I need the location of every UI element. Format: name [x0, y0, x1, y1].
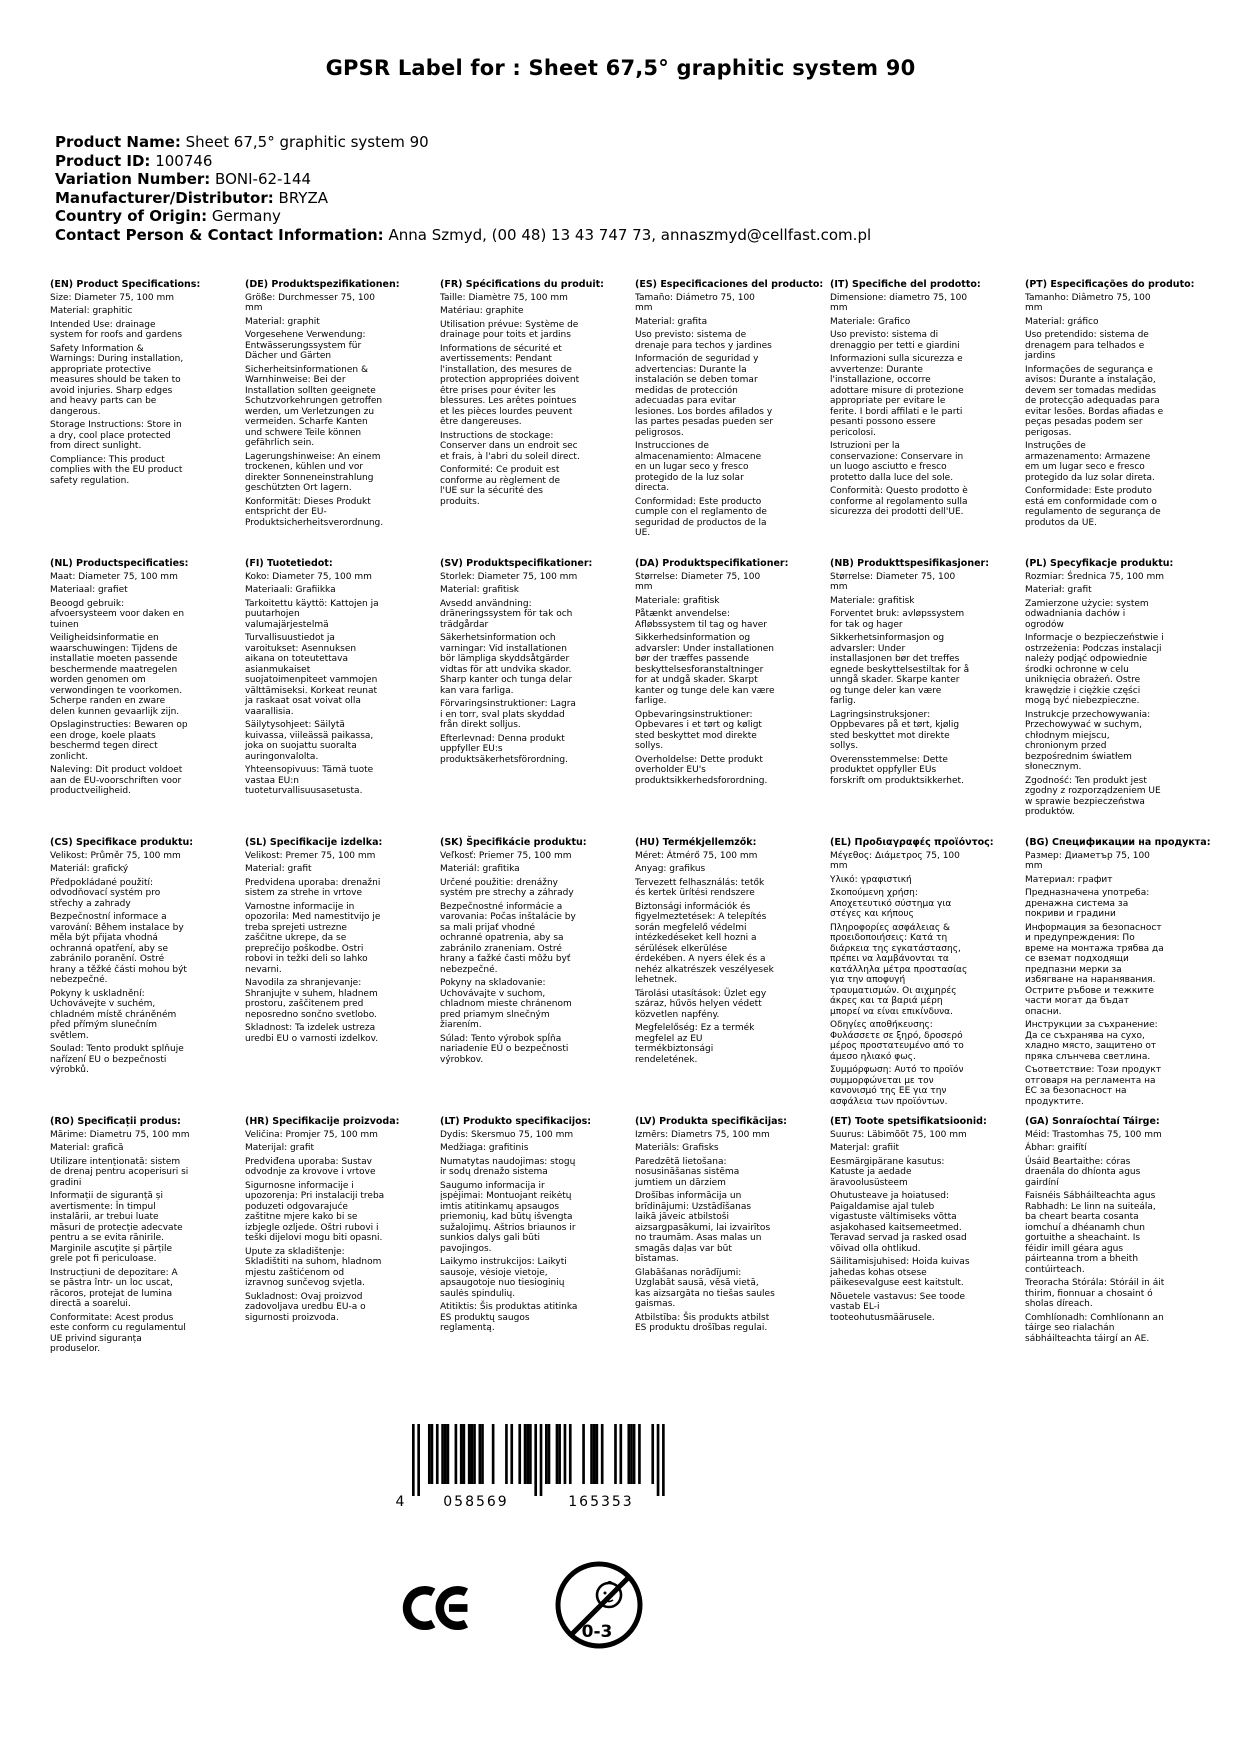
variation-number-row: [55, 170, 871, 189]
lang-block-hr: [245, 1116, 400, 1396]
lang-block-paragraph: Materiál: grafitika: [440, 864, 520, 874]
variation-number-label: Variation Number:: [55, 170, 211, 189]
lang-block-paragraph: Veiligheidsinformatie en waarschuwingen: Tijdens de installatie moeten passende beschermende maatregelen worden genomen om verwondingen te voorkomen. Scherpe randen en zware delen kunnen gevaarlijk zijn.: [50, 633, 183, 717]
lang-block-paragraph: Размер: Диаметър 75, 100 mm: [1025, 850, 1150, 871]
variation-number-value: BONI-62-144: [215, 170, 312, 189]
lang-block-paragraph: Biztonsági információk és figyelmeztetések: A telepítés során megfelelő védelmi intézkedéseket kell hozni a sérülések elkerülése érdekében. A nyers élek és a nehéz alkatrészek veszélyesek lehetnek.: [635, 901, 774, 985]
lang-block-paragraph: Velikost: Premer 75, 100 mm: [245, 850, 376, 861]
lang-block-paragraph: Instrukcje przechowywania: Przechowywać w suchym, chłodnym miejscu, chronionym przed bezpośrednim światłem słonecznym.: [1025, 709, 1151, 772]
lang-block-sl: [245, 838, 385, 1117]
lang-block-paragraph: Материал: графит: [1025, 874, 1113, 885]
lang-block-fi: [245, 559, 385, 838]
lang-block-paragraph: Nõuetele vastavus: See toode vastab EL-i tooteohutusmäärusele.: [830, 1291, 966, 1323]
lang-block-paragraph: Předpokládané použití: odvodňovací systém pro střechy a zahrady: [50, 877, 161, 909]
lang-block-paragraph: Materiál: grafický: [50, 864, 129, 874]
product-id-row: [55, 152, 871, 171]
lang-block-paragraph: Инструкции за съхранение: Да се съхранява на сухо, хладно място, защитено от пряка слънчева светлина.: [1025, 1020, 1158, 1062]
lang-block-paragraph: Eesmärgipärane kasutus: Katuste ja aedade äravoolusüsteem: [830, 1156, 945, 1188]
lang-block-da: [635, 558, 789, 838]
lang-block-sv: [440, 558, 593, 838]
lang-block-paragraph: Suurus: Läbimõõt 75, 100 mm: [830, 1129, 967, 1140]
lang-block-header: (EL) Προδιαγραφές προϊόντος:: [830, 837, 994, 848]
lang-block-paragraph: Uso pretendido: sistema de drenagem para telhados e jardins: [1025, 330, 1149, 361]
lang-block-paragraph: Efterlevnad: Denna produkt uppfyller EU:s produktsäkerhetsförordning.: [440, 733, 568, 765]
lang-block-paragraph: Dydis: Skersmuo 75, 100 mm: [440, 1129, 574, 1140]
lang-block-paragraph: Rozmiar: Średnica 75, 100 mm: [1025, 571, 1165, 582]
lang-block-paragraph: Συμμόρφωση: Αυτό το προϊόν συμμορφώνεται με τον κανονισμό της ΕΕ για την ασφάλεια των προϊόντων.: [830, 1065, 964, 1107]
barcode-right-digits: 165353: [568, 1494, 634, 1508]
lang-block-de: [245, 279, 400, 559]
lang-block-paragraph: Utilizare intenționată: sistem de drenaj pentru acoperisuri si gradini: [50, 1156, 189, 1188]
barcode-bars: [412, 1424, 665, 1496]
lang-block-paragraph: Súlad: Tento výrobok spĺňa nariadenie EÚ o bezpečnosti výrobkov.: [440, 1033, 569, 1065]
manufacturer-label: Manufacturer/Distributor:: [55, 188, 274, 207]
lang-block-paragraph: Ohutusteave ja hoiatused: Paigaldamise ajal tuleb vigastuste vältimiseks võtta asjakohased kaitsemeetmed. Teravad servad ja rasked osad võivad olla ohtlikud.: [830, 1191, 967, 1254]
lang-block-paragraph: Instrucțiuni de depozitare: A se păstra într- un loc uscat, răcoros, protejat de lumina directă a soarelui.: [50, 1267, 178, 1309]
lang-block-paragraph: Navodila za shranjevanje: Shranjujte v suhem, hladnem prostoru, zaščitenem pred neposredno sončno svetlobo.: [245, 978, 378, 1020]
lang-block-paragraph: Σκοπούμενη χρήση: Αποχετευτικό σύστημα για στέγες και κήπους: [830, 888, 952, 919]
lang-block-paragraph: Storlek: Diameter 75, 100 mm: [440, 571, 578, 582]
lang-block-nl: [50, 559, 190, 838]
lang-block-paragraph: Avsedd användning: dräneringssystem för tak och trädgårdar: [440, 598, 573, 630]
lang-block-header: (SL) Specifikacije izdelka:: [245, 837, 383, 848]
lang-block-header: (NL) Productspecificaties:: [50, 558, 189, 569]
lang-block-paragraph: Tamanho: Diâmetro 75, 100 mm: [1025, 292, 1151, 313]
lang-block-header: (RO) Specificații produs:: [50, 1116, 181, 1127]
lang-block-header: (HU) Termékjellemzők:: [635, 837, 757, 848]
lang-block-paragraph: Varnostne informacije in opozorila: Med namestitvijo je treba sprejeti ustrezne zaščitne ukrepe, da se preprečijo poškodbe. Ostri robovi in težki deli so lahko nevarni.: [245, 901, 381, 975]
lang-block-paragraph: Instruções de armazenamento: Armazene em um lugar seco e fresco protegido da luz solar direta.: [1025, 441, 1155, 483]
lang-block-paragraph: Größe: Durchmesser 75, 100 mm: [245, 292, 376, 313]
lang-block-paragraph: Opslaginstructies: Bewaren op een droge, koele plaats beschermd tegen direct zonlicht.: [50, 720, 188, 762]
lang-block-paragraph: Tamaño: Diámetro 75, 100 mm: [635, 292, 755, 313]
lang-block-paragraph: Material: grafit: [245, 864, 312, 874]
lang-block-paragraph: Yhteensopivuus: Tämä tuote vastaa EU:n tuoteturvallisuusasetusta.: [245, 765, 374, 796]
lang-block-header: (GA) Sonraíochtaí Táirge:: [1025, 1116, 1160, 1127]
lang-block-paragraph: Mărime: Diametru 75, 100 mm: [50, 1129, 190, 1140]
lang-block-header: (ET) Toote spetsifikatsioonid:: [830, 1116, 987, 1127]
product-id-value: 100746: [155, 151, 213, 170]
lang-block-paragraph: Zgodność: Ten produkt jest zgodny z rozporządzeniem UE w sprawie bezpieczeństwa produktów.: [1025, 775, 1161, 817]
language-blocks: [50, 279, 1211, 1396]
lang-block-paragraph: Dimensione: diametro 75, 100 mm: [830, 292, 968, 313]
lang-block-paragraph: Μέγεθος: Διάμετρος 75, 100 mm: [830, 850, 960, 871]
lang-block-cs: [50, 837, 194, 1117]
product-name-value: Sheet 67,5° graphitic system 90: [185, 133, 429, 151]
barcode-lead-digit: 4: [395, 1494, 405, 1508]
product-name-label: Product Name:: [55, 133, 181, 151]
lang-block-paragraph: Sicherheitsinformationen & Warnhinweise: Bei der Installation sollten geeignete Schutzvorkehrungen getroffen werden, um Verletzungen zu vermeiden. Scharfe Kanten und schwere Teile können gefährlich sein.: [245, 364, 383, 448]
lang-block-el: [830, 837, 994, 1117]
lang-block-paragraph: Opbevaringsinstruktioner: Opbevares i et tørt og køligt sted beskyttet mod direkte sollys.: [635, 709, 762, 751]
lang-block-paragraph: Pokyny na skladovanie: Uchovávajte v suchom, chladnom mieste chránenom pred priamym slnečným žiarením.: [440, 978, 572, 1030]
lang-block-lv: [635, 1116, 787, 1396]
lang-block-paragraph: Съответствие: Този продукт отговаря на регламента на ЕС за безопасност на продуктите.: [1025, 1065, 1162, 1107]
lang-block-es: [635, 279, 824, 559]
lang-block-paragraph: Förvaringsinstruktioner: Lagra i en torr, sval plats skyddad från direkt solljus.: [440, 699, 576, 730]
lang-block-paragraph: Safety Information & Warnings: During installation, appropriate protective measures should be taken to avoid injuries. Sharp edges and heavy parts can be dangerous.: [50, 343, 184, 417]
lang-block-paragraph: Overholdelse: Dette produkt overholder EU's produktsikkerhedsforordning.: [635, 754, 768, 786]
lang-block-paragraph: Méret: Átmérő 75, 100 mm: [635, 850, 758, 861]
lang-block-paragraph: Comhlíonadh: Comhlíonann an táirge seo rialachán sábháilteachta táirgí an AE.: [1025, 1312, 1164, 1344]
lang-block-paragraph: Material: grafică: [50, 1143, 124, 1153]
lang-block-paragraph: Glabāšanas norādījumi: Uzglabāt sausā, vēsā vietā, kas aizsargāta no tiešas saules gaismas.: [635, 1267, 775, 1309]
lang-block-paragraph: Tarkoitettu käyttö: Kattojen ja puutarhojen valumajärjestelmä: [245, 598, 379, 630]
lang-block-paragraph: Saugumo informacija ir įspėjimai: Montuojant reikėtų imtis atitinkamų apsaugos priemonių, kad būtų išvengta sužalojimų. Aštrios briaunos ir sunkios dalys gali būti pavojingos.: [440, 1180, 576, 1254]
lang-block-lt: [440, 1116, 592, 1396]
lang-block-paragraph: Compliance: This product complies with the EU product safety regulation.: [50, 454, 183, 486]
lang-block-paragraph: Conformità: Questo prodotto è conforme al regolamento sulla sicurezza dei prodotti dell'UE.: [830, 486, 968, 517]
lang-block-paragraph: Utilisation prévue: Système de drainage pour toits et jardins: [440, 319, 579, 340]
lang-block-header: (BG) Спецификации на продукта:: [1025, 837, 1211, 848]
lang-block-header: (ES) Especificaciones del producto:: [635, 279, 824, 290]
lang-block-ga: [1025, 1117, 1165, 1396]
lang-block-paragraph: Veľkosť: Priemer 75, 100 mm: [440, 850, 572, 861]
lang-block-paragraph: Veličina: Promjer 75, 100 mm: [245, 1129, 378, 1140]
lang-block-paragraph: Säilytysohjeet: Säilytä kuivassa, viileässä paikassa, joka on suojattu suoralta auringonvalolta.: [245, 720, 374, 762]
lang-block-paragraph: Conformidade: Este produto está em conformidade com o regulamento de segurança de produtos da UE.: [1025, 486, 1161, 528]
lang-block-paragraph: Uso previsto: sistema de drenaje para techos y jardines: [635, 330, 772, 351]
lang-block-paragraph: Materiaali: Grafiikka: [245, 585, 336, 595]
lang-block-paragraph: Bezpečnostné informácie a varovania: Počas inštalácie by sa mali prijať vhodné ochranné opatrenia, aby sa zabránilo zraneniam. Ostré hrany a ťažké časti môžu byť nebezpečné.: [440, 901, 576, 975]
lang-block-header: (DE) Produktspezifikationen:: [245, 279, 400, 290]
contact-value: Anna Szmyd, (00 48) 13 43 747 73, annaszmyd@cellfast.com.pl: [388, 225, 872, 244]
lang-block-paragraph: Vorgesehene Verwendung: Entwässerungssystem für Dächer und Gärten: [245, 330, 366, 361]
lang-block-paragraph: Atitiktis: Šis produktas atitinka ES produktų saugos reglamentą.: [440, 1302, 578, 1333]
lang-block-paragraph: Materiale: Grafico: [830, 316, 911, 327]
lang-block-paragraph: Material: grafitisk: [440, 585, 519, 595]
lang-block-paragraph: Méid: Trastomhas 75, 100 mm: [1025, 1129, 1162, 1140]
lang-block-header: (SK) Špecifikácie produktu:: [440, 837, 587, 848]
product-id-label: Product ID:: [55, 151, 151, 170]
country-of-origin-row: [55, 207, 871, 226]
lang-block-paragraph: Anyag: grafikus: [635, 864, 706, 874]
lang-block-paragraph: Storage Instructions: Store in a dry, cool place protected from direct sunlight.: [50, 420, 182, 451]
lang-block-paragraph: Maat: Diameter 75, 100 mm: [50, 571, 178, 582]
lang-block-paragraph: Paredzētā lietošana: nosusināšanas sistēma jumtiem un dārziem: [635, 1156, 740, 1188]
ean13-barcode: [390, 1424, 669, 1508]
ce-mark-icon: [402, 1576, 476, 1640]
manufacturer-value: BRYZA: [278, 188, 328, 207]
lang-block-paragraph: Pokyny k uskladnění: Uchovávejte v suchém, chladném místě chráněném před přímým slunečním světlem.: [50, 988, 177, 1041]
lang-block-header: (LT) Produkto specifikacijos:: [440, 1116, 592, 1127]
product-name-row: [55, 133, 871, 152]
manufacturer-row: [55, 189, 871, 208]
lang-block-paragraph: Faisnéis Sábháilteachta agus Rabhadh: Le linn na suiteála, ba cheart bearta cosanta iomchuí a dhéanamh chun gortuithe a sheachaint. Is féidir imill géara agus páirteanna trom a bheith contúirteach.: [1025, 1191, 1156, 1275]
lang-block-paragraph: Οδηγίες αποθήκευσης: Φυλάσσετε σε ξηρό, δροσερό μέρος προστατευμένο από το άμεσο ηλιακό φως.: [830, 1020, 964, 1062]
contact-row: [55, 226, 871, 245]
lang-block-paragraph: Forventet bruk: avløpssystem for tak og hager: [830, 609, 965, 630]
barcode-left-digits: 058569: [443, 1494, 509, 1508]
lang-block-paragraph: Υλικό: γραφιστική: [830, 874, 912, 885]
lang-block-pt: [1025, 279, 1195, 559]
lang-block-paragraph: Informacje o bezpieczeństwie i ostrzeżenia: Podczas instalacji należy podjąć odpowiednie środki ochronne w celu uniknięcia obrażeń. Ostre krawędzie i ciężkie części mogą być niebezpieczne.: [1025, 633, 1164, 706]
lang-block-paragraph: Naleving: Dit product voldoet aan de EU-voorschriften voor productveiligheid.: [50, 765, 183, 796]
lang-block-paragraph: Medžiaga: grafitinis: [440, 1143, 529, 1153]
lang-block-header: (DA) Produktspecifikationer:: [635, 558, 789, 569]
lang-block-paragraph: Bezpečnostní informace a varování: Během instalace by měla být přijata vhodná ochranná opatření, aby se zabránilo poranění. Ostré hrany a těžké části mohou být nebezpečné.: [50, 912, 187, 985]
age-warning-icon: [552, 1558, 646, 1652]
product-info: [55, 133, 871, 245]
lang-block-sk: [440, 837, 587, 1117]
lang-block-paragraph: Materiale: grafitisk: [830, 595, 915, 606]
lang-block-paragraph: Påtænkt anvendelse: Afløbssystem til tag og haver: [635, 609, 768, 630]
lang-block-paragraph: Size: Diameter 75, 100 mm: [50, 292, 174, 303]
lang-block-paragraph: Laikymo instrukcijos: Laikyti sausoje, vėsioje vietoje, apsaugotoje nuo tiesioginių saulės spindulių.: [440, 1257, 567, 1299]
lang-block-paragraph: Materiał: grafit: [1025, 585, 1092, 595]
lang-block-paragraph: Lagerungshinweise: An einem trockenen, kühlen und vor direkter Sonneneinstrahlung geschützten Ort lagern.: [245, 451, 381, 493]
lang-block-paragraph: Predviđena uporaba: Sustav odvodnje za krovove i vrtove: [245, 1156, 376, 1177]
lang-block-paragraph: Drošības informācija un brīdinājumi: Uzstādīšanas laikā jāveic atbilstoši aizsargpasākumi, lai izvairītos no traumām. Asas malas un smagās daļas var būt bīstamas.: [635, 1191, 771, 1264]
lang-block-paragraph: Material: graphitic: [50, 306, 133, 316]
lang-block-paragraph: Säkerhetsinformation och varningar: Vid installationen bör lämpliga skyddsåtgärder vidtas för att undvika skador. Sharp kanter och tunga delar kan vara farliga.: [440, 633, 573, 696]
lang-block-paragraph: Säilitamisjuhised: Hoida kuivas jahedas kohas otsese päikesevalguse eest kaitstult.: [830, 1257, 970, 1288]
lang-block-paragraph: Lagringsinstruksjoner: Oppbevares på et tørt, kjølig sted beskyttet mot direkte sollys.: [830, 709, 960, 751]
lang-block-paragraph: Informații de siguranță și avertismente: În timpul instalării, ar trebui luate măsuri de protecție adecvate pentru a se evita rănirile. Marginile ascuțite și părțile grele pot fi periculoase.: [50, 1191, 183, 1264]
lang-block-paragraph: Velikost: Průměr 75, 100 mm: [50, 850, 181, 861]
lang-block-header: (FR) Spécifications du produit:: [440, 279, 604, 290]
lang-block-paragraph: Materijal: grafit: [245, 1143, 315, 1153]
lang-block-ro: [50, 1117, 190, 1396]
lang-block-paragraph: Conformité: Ce produit est conforme au règlement de l'UE sur la sécurité des produits.: [440, 465, 561, 507]
lang-block-paragraph: Numatytas naudojimas: stogų ir sodų drenažo sistema: [440, 1156, 576, 1177]
lang-block-paragraph: Intended Use: drainage system for roofs and gardens: [50, 319, 183, 340]
lang-block-paragraph: Úsáid Beartaithe: córas draenála do dhíonta agus gairdíní: [1025, 1156, 1141, 1188]
lang-block-paragraph: Turvallisuustiedot ja varoitukset: Asennuksen aikana on toteutettava asianmukaiset suojatoimenpiteet vammojen välttämiseksi. Korkeat reunat ja raskaat osat voivat olla vaarallisia.: [245, 633, 378, 717]
lang-block-it: [830, 279, 981, 559]
lang-block-paragraph: Materjal: grafiit: [830, 1143, 900, 1153]
lang-block-paragraph: Информация за безопасност и предупреждения: По време на монтажа трябва да се вземат подходящи предпазни мерки за избягване на наранявания. Острите ръбове и тежките части могат да бъдат опасни.: [1025, 922, 1164, 1017]
lang-block-et: [830, 1116, 987, 1396]
lang-block-paragraph: Información de seguridad y advertencias: Durante la instalación se deben tomar medidas de protección adecuadas para evitar lesiones. Los bordes afilados y las partes pesadas pueden ser peligrosos.: [635, 354, 774, 438]
lang-block-header: (HR) Specifikacije proizvoda:: [245, 1116, 400, 1127]
lang-block-paragraph: Πληροφορίες ασφάλειας & προειδοποιήσεις: Κατά τη διάρκεια της εγκατάστασης, πρέπει να λαμβάνονται τα κατάλληλα μέτρα προστασίας για την αποφυγή τραυματισμών. Οι αιχμηρές άκρες και τα βαριά μέρη μπορεί να είναι επικίνδυνα.: [830, 922, 968, 1017]
lang-block-paragraph: Zamierzone użycie: system odwadniania dachów i ogrodów: [1025, 598, 1149, 630]
lang-block-paragraph: Materiaal: grafiet: [50, 585, 128, 595]
lang-block-paragraph: Predvidena uporaba: drenažni sistem za strehe in vrtove: [245, 877, 381, 898]
lang-block-nb: [830, 558, 990, 838]
lang-block-paragraph: Skladnost: Ta izdelek ustreza uredbi EU o varnosti izdelkov.: [245, 1023, 379, 1044]
lang-block-paragraph: Material: grafita: [635, 316, 708, 327]
lang-block-paragraph: Soulad: Tento produkt splňuje nařízení EU o bezpečnosti výrobků.: [50, 1044, 184, 1075]
age-warning-label: 0-3: [581, 1622, 613, 1642]
lang-block-paragraph: Sikkerhetsinformasjon og advarsler: Under installasjonen bør det treffes egnede beskyttelsestiltak for å unngå skader. Skarpe kanter og tunge deler kan være farlig.: [830, 633, 970, 706]
lang-block-paragraph: Treoracha Stórála: Stóráil in áit thirim, fionnuar a chosaint ó sholas díreach.: [1025, 1278, 1165, 1309]
lang-block-paragraph: Sikkerhedsinformation og advarsler: Under installationen bør der træffes passende beskyttelsesforanstaltninger for at undgå skader. Skarpt kanter og tunge dele kan være farlige.: [635, 633, 775, 706]
lang-block-header: (CS) Specifikace produktu:: [50, 837, 194, 848]
lang-block-paragraph: Material: graphit: [245, 316, 320, 327]
lang-block-paragraph: Ábhar: graifítí: [1025, 1143, 1087, 1153]
lang-block-paragraph: Material: gráfico: [1025, 316, 1099, 327]
lang-block-pl: [1025, 558, 1174, 838]
lang-block-paragraph: Sukladnost: Ovaj proizvod zadovoljava uredbu EU-a o sigurnosti proizvoda.: [245, 1291, 366, 1323]
lang-block-paragraph: Určené použitie: drenážny systém pre strechy a záhrady: [440, 877, 574, 898]
lang-block-paragraph: Tárolási utasítások: Üzlet egy száraz, hűvös helyen védett közvetlen napfény.: [635, 988, 767, 1020]
lang-block-paragraph: Upute za skladištenje: Skladištiti na suhom, hladnom mjestu zaštićenom od izravnog sunčevog svjetla.: [245, 1246, 382, 1288]
lang-block-header: (LV) Produkta specifikācijas:: [635, 1116, 787, 1127]
lang-block-paragraph: Størrelse: Diameter 75, 100 mm: [635, 571, 761, 592]
lang-block-hu: [635, 838, 775, 1117]
lang-block-paragraph: Conformitate: Acest produs este conform cu regulamentul UE privind siguranța produselor.: [50, 1312, 186, 1354]
lang-block-paragraph: Konformität: Dieses Produkt entspricht der EU-Produktsicherheitsverordnung.: [245, 496, 384, 528]
lang-block-header: (FI) Tuotetiedot:: [245, 558, 333, 569]
lang-block-header: (SV) Produktspecifikationer:: [440, 558, 593, 569]
country-of-origin-value: Germany: [211, 207, 281, 226]
lang-block-en: [50, 279, 201, 559]
lang-block-paragraph: Størrelse: Diameter 75, 100 mm: [830, 571, 956, 592]
lang-block-paragraph: Informazioni sulla sicurezza e avvertenze: Durante l'installazione, occorre adottare misure di protezione appropriate per evitare le ferite. I bordi affilati e le parti pesanti possono essere pericolosi.: [830, 354, 964, 438]
lang-block-paragraph: Conformidad: Este producto cumple con el reglamento de seguridad de productos de la UE.: [635, 496, 767, 538]
lang-block-paragraph: Materiale: grafitisk: [635, 595, 720, 606]
lang-block-paragraph: Atbilstība: Šis produkts atbilst ES produktu drošības regulai.: [635, 1312, 770, 1333]
lang-block-fr: [440, 279, 604, 559]
lang-block-paragraph: Megfelelőség: Ez a termék megfelel az EU termékbiztonsági rendeletének.: [635, 1023, 755, 1065]
lang-block-paragraph: Tervezett felhasználás: tetők és kertek ürítési rendszere: [635, 877, 765, 898]
lang-block-paragraph: Overensstemmelse: Dette produktet oppfyller EUs forskrift om produktsikkerhet.: [830, 754, 964, 786]
lang-block-paragraph: Istruzioni per la conservazione: Conservare in un luogo asciutto e fresco protetto dalla luce del sole.: [830, 441, 964, 483]
lang-block-paragraph: Beoogd gebruik: afvoersysteem voor daken en tuinen: [50, 598, 185, 630]
lang-block-paragraph: Materiāls: Grafisks: [635, 1143, 719, 1153]
contact-label: Contact Person & Contact Information:: [55, 225, 384, 244]
lang-block-paragraph: Informations de sécurité et avertissements: Pendant l'installation, des mesures de protection appropriées doivent être prises pour éviter les blessures. Les arêtes pointues et les pièces lourdes peuvent être dangereuses.: [440, 343, 580, 427]
lang-block-header: (NB) Produkttspesifikasjoner:: [830, 558, 990, 569]
lang-block-paragraph: Informações de segurança e avisos: Durante a instalação, devem ser tomadas medidas de protecção adequadas para evitar lesões. Bordas afiadas e peças pesadas podem ser perigosas.: [1025, 364, 1164, 438]
lang-block-paragraph: Предназначена употреба: дренажна система за покриви и градини: [1025, 888, 1150, 919]
lang-block-paragraph: Instructions de stockage: Conserver dans un endroit sec et frais, à l'abri du soleil direct.: [440, 430, 580, 462]
lang-block-header: (PL) Specyfikacje produktu:: [1025, 558, 1174, 569]
lang-block-paragraph: Uso previsto: sistema di drenaggio per tetti e giardini: [830, 330, 960, 351]
lang-block-header: (PT) Especificações do produto:: [1025, 279, 1195, 290]
lang-block-paragraph: Sigurnosne informacije i upozorenja: Pri instalaciji treba poduzeti odgovarajuće zaštitne mjere kako bi se izbjegle ozljede. Oštri rubovi i teški dijelovi mogu biti opasni.: [245, 1180, 385, 1243]
lang-block-paragraph: Instrucciones de almacenamiento: Almacene en un lugar seco y fresco protegido de la luz solar directa.: [635, 441, 762, 493]
lang-block-header: (EN) Product Specifications:: [50, 279, 201, 290]
page-title: GPSR Label for : Sheet 67,5° graphitic system 90: [325, 56, 916, 80]
country-of-origin-label: Country of Origin:: [55, 207, 208, 226]
lang-block-paragraph: Izmērs: Diametrs 75, 100 mm: [635, 1129, 770, 1140]
lang-block-paragraph: Matériau: graphite: [440, 306, 524, 316]
lang-block-paragraph: Taille: Diamètre 75, 100 mm: [440, 292, 568, 303]
lang-block-header: (IT) Specifiche del prodotto:: [830, 279, 981, 290]
lang-block-bg: [1025, 837, 1211, 1117]
lang-block-paragraph: Koko: Diameter 75, 100 mm: [245, 571, 372, 582]
